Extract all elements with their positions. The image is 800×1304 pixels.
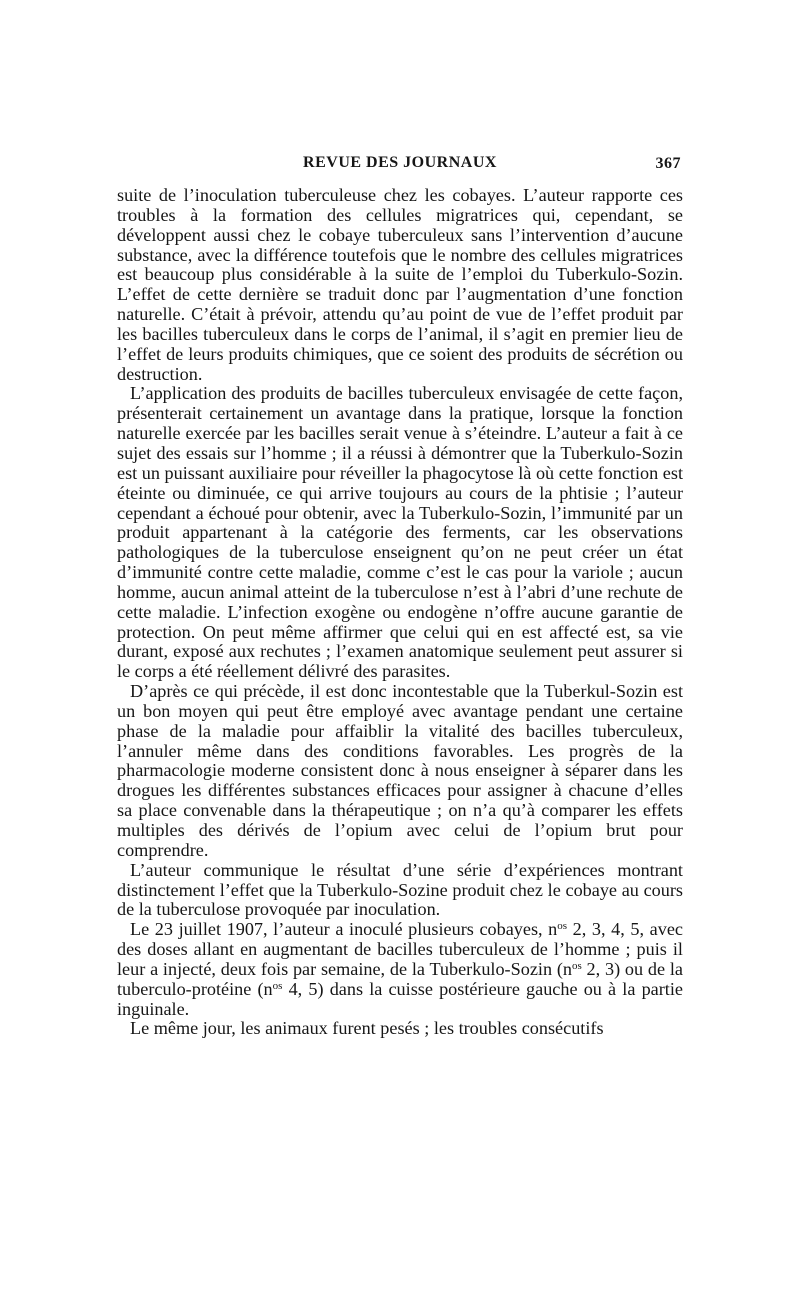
paragraph-weighing: Le même jour, les animaux furent pesés ; les troubles consécutifs	[130, 1018, 604, 1039]
inoculation-text-3: 2, 3) ou de la tuberculo-protéine (n	[117, 958, 683, 999]
paragraph-continuation: suite de l’inoculation tuberculeuse chez les cobayes. L’auteur rapporte ces troubles à la formation des cellules migratrices qui, cependant, se développent aussi chez le cobaye tuberculeux sans l’intervention d’aucune substance, avec la différence toutefois que le nombre des cellules migratrices est beaucoup plus considérable à la suite de l’emploi du Tuberkulo-Sozin. L’effet de cette dernière se traduit donc par l’augmentation d’une fonction naturelle. C’était à prévoir, attendu qu’au point de vue de l’effet produit par les bacilles tuberculeux dans le corps de l’animal, il s’agit en premier lieu de l’effet de leurs produits chimiques, que ce soient des produits de sécrétion ou destruction.	[117, 185, 683, 384]
paragraph-inoculation	[117, 920, 683, 1019]
article-body	[117, 186, 683, 1039]
paragraph-conclusion: D’après ce qui précède, il est donc incontestable que la Tuberkul-Sozin est un bon moyen qui peut être employé avec avantage pendant une certaine phase de la maladie pour affaiblir la vitalité des bacilles tuberculeux, l’annuler même dans des conditions favorables. Les progrès de la pharmacologie moderne consistent donc à nous enseigner à séparer dans les drogues les différentes substances efficaces pour assigner à chacune d’elles sa place convenable dans la thérapeutique ; on n’a qu’à comparer les effets multiples des dérivés de l’opium avec celui de l’opium brut pour comprendre.	[117, 681, 683, 860]
inoculation-text-1: Le 23 juillet 1907, l’auteur a inoculé plusieurs cobayes, n	[130, 919, 558, 940]
running-head	[117, 150, 683, 174]
journal-page	[117, 150, 683, 1039]
ordinal-superscript: os	[557, 920, 568, 933]
ordinal-superscript: os	[272, 979, 283, 992]
paragraph-application: L’application des produits de bacilles tuberculeux envisagée de cette façon, présenterait certainement un avantage dans la pratique, lorsque la fonction naturelle exercée par les bacilles serait venue à s’éteindre. L’auteur a fait à ce sujet des essais sur l’homme ; il a réussi à démontrer que la Tuberkulo-Sozin est un puissant auxiliaire pour réveiller la phagocytose là où cette fonction est éteinte ou diminuée, ce qui arrive toujours au cours de la phtisie ; l’auteur cependant a échoué pour obtenir, avec la Tuberkulo-Sozin, l’immunité par un produit appartenant à la catégorie des ferments, car les observations pathologiques de la tuberculose enseignent qu’on ne peut créer un état d’immunité contre cette maladie, comme c’est le cas pour la variole ; aucun homme, aucun animal atteint de la tuberculose n’est à l’abri d’une rechute de cette maladie. L’infection exogène ou endogène n’offre aucune garantie de protection. On peut même affirmer que celui qui en est affecté est, sa vie durant, exposé aux rechutes ; l’examen anatomique seulement peut assurer si le corps a été réellement délivré des parasites.	[117, 383, 683, 682]
running-title: REVUE DES JOURNAUX	[303, 154, 497, 171]
ordinal-superscript: os	[571, 959, 582, 972]
page-number: 367	[655, 155, 681, 172]
inoculation-text-4: 4, 5) dans la cuisse postérieure gauche ou à la partie inguinale.	[117, 978, 683, 1019]
paragraph-experiments: L’auteur communique le résultat d’une série d’expériences montrant distinctement l’effet que la Tuberkulo-Sozine produit chez le cobaye au cours de la tuberculose provoquée par inoculation.	[117, 859, 683, 920]
inoculation-text-2: 2, 3, 4, 5, avec des doses allant en augmentant de bacilles tuberculeux de l’homme ; puis il leur a injecté, deux fois par semaine, de la Tuberkulo-Sozin (n	[117, 919, 683, 979]
